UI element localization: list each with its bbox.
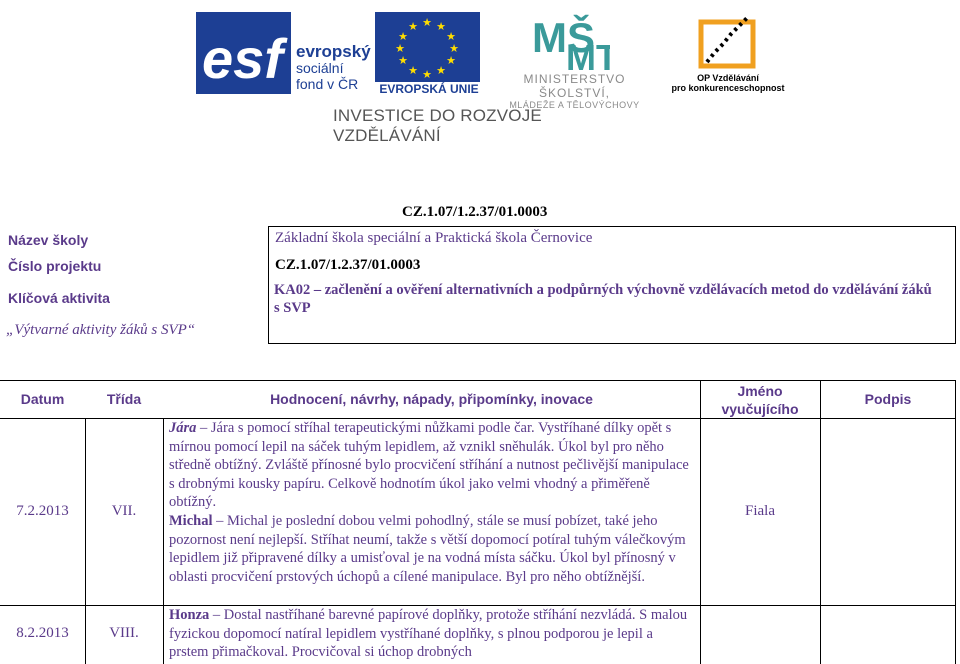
op-line1: OP Vzdělávání xyxy=(697,73,759,83)
tagline: INVESTICE DO ROZVOJE VZDĚLÁVÁNÍ xyxy=(333,106,542,145)
msmt-line1: MINISTERSTVO ŠKOLSTVÍ, xyxy=(523,72,626,100)
svg-text:★: ★ xyxy=(422,68,432,81)
svg-text:★: ★ xyxy=(436,20,446,33)
row2-evaluation xyxy=(169,606,694,662)
header-date: Datum xyxy=(20,391,65,407)
activity-value: KA02 – začlenění a ověření alternativních a podpůrných výchovně vzdělávacích metod do vzdělávání žáků s SVP xyxy=(274,282,932,316)
esf-line2: sociální xyxy=(296,60,344,76)
eu-flag-logo xyxy=(375,12,480,82)
header-class: Třída xyxy=(106,391,142,407)
school-value: Základní škola speciální a Praktická škola Černovice xyxy=(275,230,593,246)
row1-teacher: Fiala xyxy=(745,503,775,519)
svg-text:★: ★ xyxy=(446,30,456,43)
project-label: Číslo projektu xyxy=(8,258,102,274)
svg-text:★: ★ xyxy=(446,54,456,67)
svg-text:★: ★ xyxy=(398,54,408,67)
row1-student2-name: Michal xyxy=(169,512,213,529)
subtitle: „Výtvarné aktivity žáků s SVP“ xyxy=(6,322,196,338)
esf-text-block xyxy=(296,44,376,92)
svg-text:★: ★ xyxy=(408,20,418,33)
header-evaluation: Hodnocení, návrhy, nápady, připomínky, inovace xyxy=(270,391,593,407)
row1-student1-name: Jára xyxy=(169,420,197,436)
op-line2: pro konkurenceschopnost xyxy=(671,83,785,93)
svg-text:★: ★ xyxy=(408,64,418,77)
svg-text:MT: MT xyxy=(566,37,610,72)
svg-text:★: ★ xyxy=(449,42,459,55)
row2-date: 8.2.2013 xyxy=(16,625,69,641)
project-value: CZ.1.07/1.2.37/01.0003 xyxy=(275,257,421,273)
svg-text:★: ★ xyxy=(422,16,432,29)
row1-student1-text: – Jára s pomocí stříhal terapeutickými nůžkami podle čar. Vystříhané dílky opět s mírnou pomocí lepil na sáček tuhým lepidlem, až vznikl sněhulák. Úkol byl pro něho středně obtížný. Zvláště přínosné bylo procvičení stříhání a nutnost pečlivější manipulace s drobnými kousky papíru. Celkově hodnotím úkol jako velmi vhodný a přiměřeně obtížný. xyxy=(169,420,689,511)
project-code-top: CZ.1.07/1.2.37/01.0003 xyxy=(402,204,548,220)
row1-student2-text: – Michal je poslední dobou velmi pohodlný, stále se musí pobízet, také jeho pozornost není nejlepší. Stříhat neumí, takže s větší dopomocí potíral tuhým válečkovým lepidlem již připravené dílky a umisťoval je na vodná místa sáčku. Úkol byl přínosný v oblasti procvičení prstových úchopů a cílené manipulace. Byl pro něho obtížnější. xyxy=(169,512,686,585)
esf-line1: evropský xyxy=(296,42,371,61)
evaluation-table xyxy=(0,380,956,664)
header-signature: Podpis xyxy=(864,391,912,407)
school-label: Název školy xyxy=(8,232,89,248)
svg-text:★: ★ xyxy=(395,42,405,55)
esf-logo xyxy=(196,12,291,94)
info-table xyxy=(0,226,956,344)
logo-banner xyxy=(0,0,960,145)
eu-label: EVROPSKÁ UNIE xyxy=(379,82,479,96)
msmt-text xyxy=(487,72,662,110)
svg-text:MŠ: MŠ xyxy=(532,14,595,61)
svg-text:★: ★ xyxy=(436,64,446,77)
msmt-line2: MLÁDEŽE A TĚLOVÝCHOVY xyxy=(509,100,640,110)
esf-line3: fond v ČR xyxy=(296,76,359,92)
svg-text:esf: esf xyxy=(202,27,283,90)
op-text xyxy=(668,73,788,93)
op-logo xyxy=(693,12,759,70)
row2-student1-name: Honza xyxy=(169,607,210,623)
row2-class: VIII. xyxy=(109,625,139,641)
row2-student1-text: – Dostal nastříhané barevné papírové doplňky, protože stříhání nezvládá. S malou fyzickou dopomocí natíral lepidlem vystříhané doplňky, s plnou podporou je lepil a prstem přimačkoval. Procvičoval si úchop drobných xyxy=(169,607,688,661)
row1-date: 7.2.2013 xyxy=(16,503,69,519)
svg-text:★: ★ xyxy=(398,30,408,43)
header-teacher: Jméno vyučujícího xyxy=(721,383,799,417)
msmt-logo xyxy=(530,12,610,72)
activity-label: Klíčová aktivita xyxy=(8,290,110,306)
row1-class: VII. xyxy=(111,503,137,519)
